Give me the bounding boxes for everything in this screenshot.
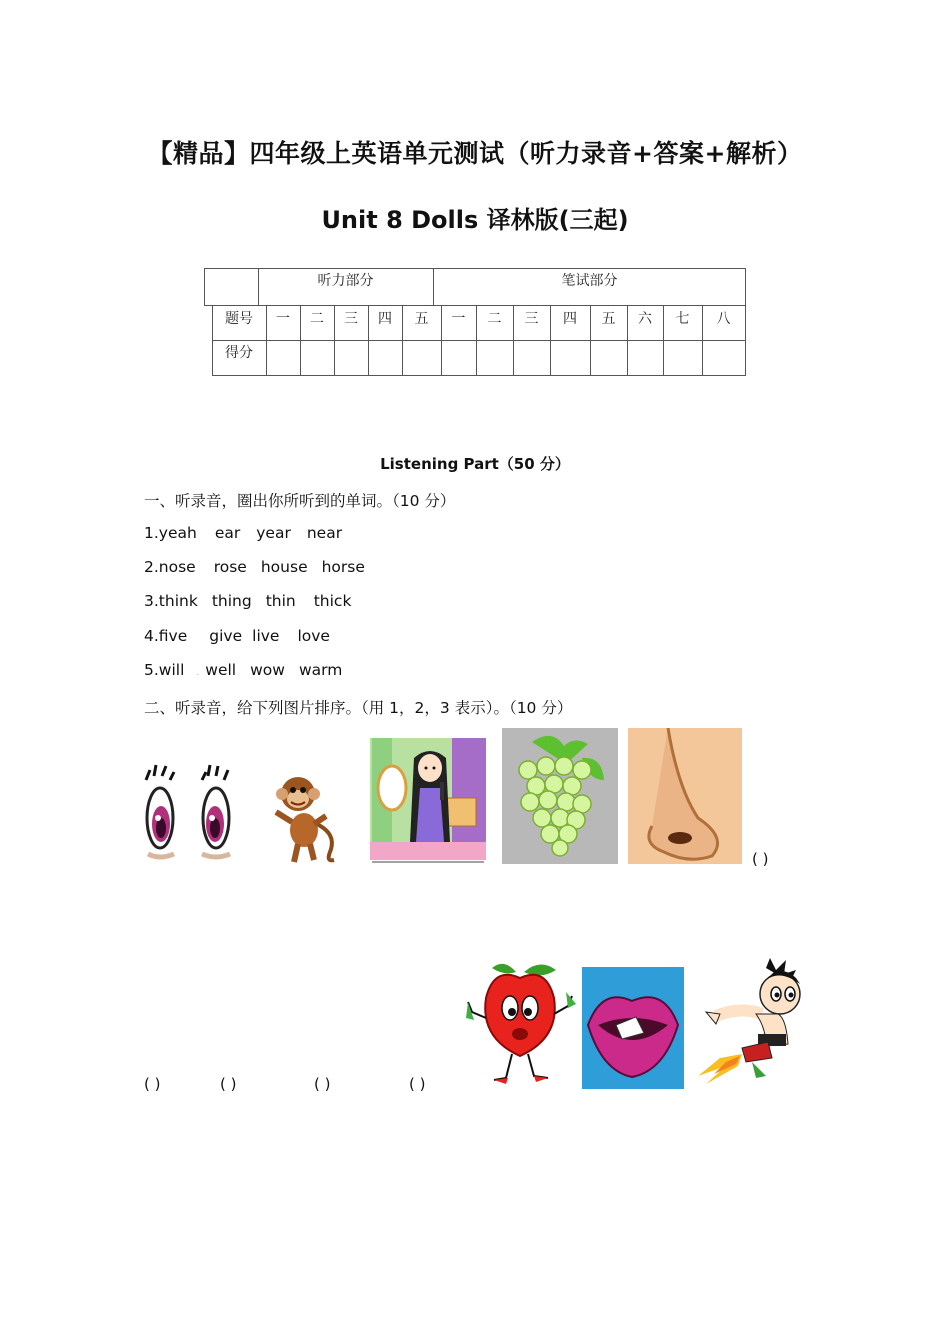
word-option: love xyxy=(297,627,330,645)
word-option: ear xyxy=(214,524,241,542)
col-w3: 三 xyxy=(524,311,539,327)
col-l2: 二 xyxy=(310,311,324,327)
word-option: think xyxy=(158,592,198,610)
writing-header: 笔试部分 xyxy=(561,273,618,289)
eyes-picture xyxy=(144,760,234,864)
word-option: thing xyxy=(211,592,252,610)
col-w8: 八 xyxy=(716,311,731,327)
lips-picture xyxy=(582,967,684,1089)
col-l1: 一 xyxy=(276,311,290,327)
word-option: well xyxy=(205,661,237,679)
word-option: wow xyxy=(250,661,285,679)
word-option: nose xyxy=(158,558,196,576)
col-l3: 三 xyxy=(344,311,358,327)
word-option: yeah xyxy=(158,524,197,542)
score-table xyxy=(0,0,950,400)
answer-blank-4[interactable]: ( ) xyxy=(409,1075,426,1093)
col-w5: 五 xyxy=(601,311,616,327)
listening-header: 听力部分 xyxy=(317,273,374,289)
q1-item-1: 1.yeah ear year near xyxy=(144,524,343,542)
q1-instruction: 一、听录音，圈出你所听到的单词。（10 分） xyxy=(144,492,456,510)
document-subtitle: Unit 8 Dolls 译林版(三起) xyxy=(321,206,629,234)
q1-item-3: 3.think thing thin thick xyxy=(144,592,352,610)
row1-answer-blank[interactable]: ( ) xyxy=(752,850,769,868)
col-w7: 七 xyxy=(675,311,690,327)
apple-picture xyxy=(464,958,580,1090)
word-option: give xyxy=(209,627,243,645)
row-label-number: 题号 xyxy=(225,311,253,327)
q1-item-2: 2.nose rose house horse xyxy=(144,558,365,576)
word-option: rose xyxy=(213,558,247,576)
nose-picture xyxy=(628,728,742,864)
col-w2: 二 xyxy=(487,311,502,327)
answer-blank-1[interactable]: ( ) xyxy=(144,1075,161,1093)
word-option: will xyxy=(158,661,185,679)
col-l4: 四 xyxy=(378,311,392,327)
word-option: near xyxy=(306,524,343,542)
word-option: warm xyxy=(298,661,343,679)
word-option: year xyxy=(256,524,291,542)
word-option: thin xyxy=(265,592,296,610)
col-w4: 四 xyxy=(563,311,577,327)
listening-part-title: Listening Part（50 分） xyxy=(380,455,570,473)
word-option: house xyxy=(260,558,308,576)
girl-mirror-picture xyxy=(370,738,486,864)
q2-instruction: 二、听录音，给下列图片排序。（用 1，2，3 表示）。（10 分） xyxy=(144,699,573,717)
col-w6: 六 xyxy=(638,311,652,327)
monkey-picture xyxy=(268,772,344,864)
answer-blank-3[interactable]: ( ) xyxy=(314,1075,331,1093)
document-title: 【精品】四年级上英语单元测试（听力录音+答案+解析） xyxy=(147,139,803,168)
col-w1: 一 xyxy=(451,311,466,327)
robot-boy-picture xyxy=(696,958,810,1090)
q1-item-4: 4.five give live love xyxy=(144,627,330,645)
word-option: horse xyxy=(321,558,365,576)
row-label-score: 得分 xyxy=(225,345,253,361)
answer-blank-2[interactable]: ( ) xyxy=(220,1075,237,1093)
word-option: five xyxy=(158,627,188,645)
q1-item-5: 5.will . well wow warm xyxy=(144,661,343,679)
word-option: live xyxy=(252,627,280,645)
grapes-picture xyxy=(502,728,618,864)
word-option: thick xyxy=(313,592,352,610)
col-l5: 五 xyxy=(414,311,429,327)
